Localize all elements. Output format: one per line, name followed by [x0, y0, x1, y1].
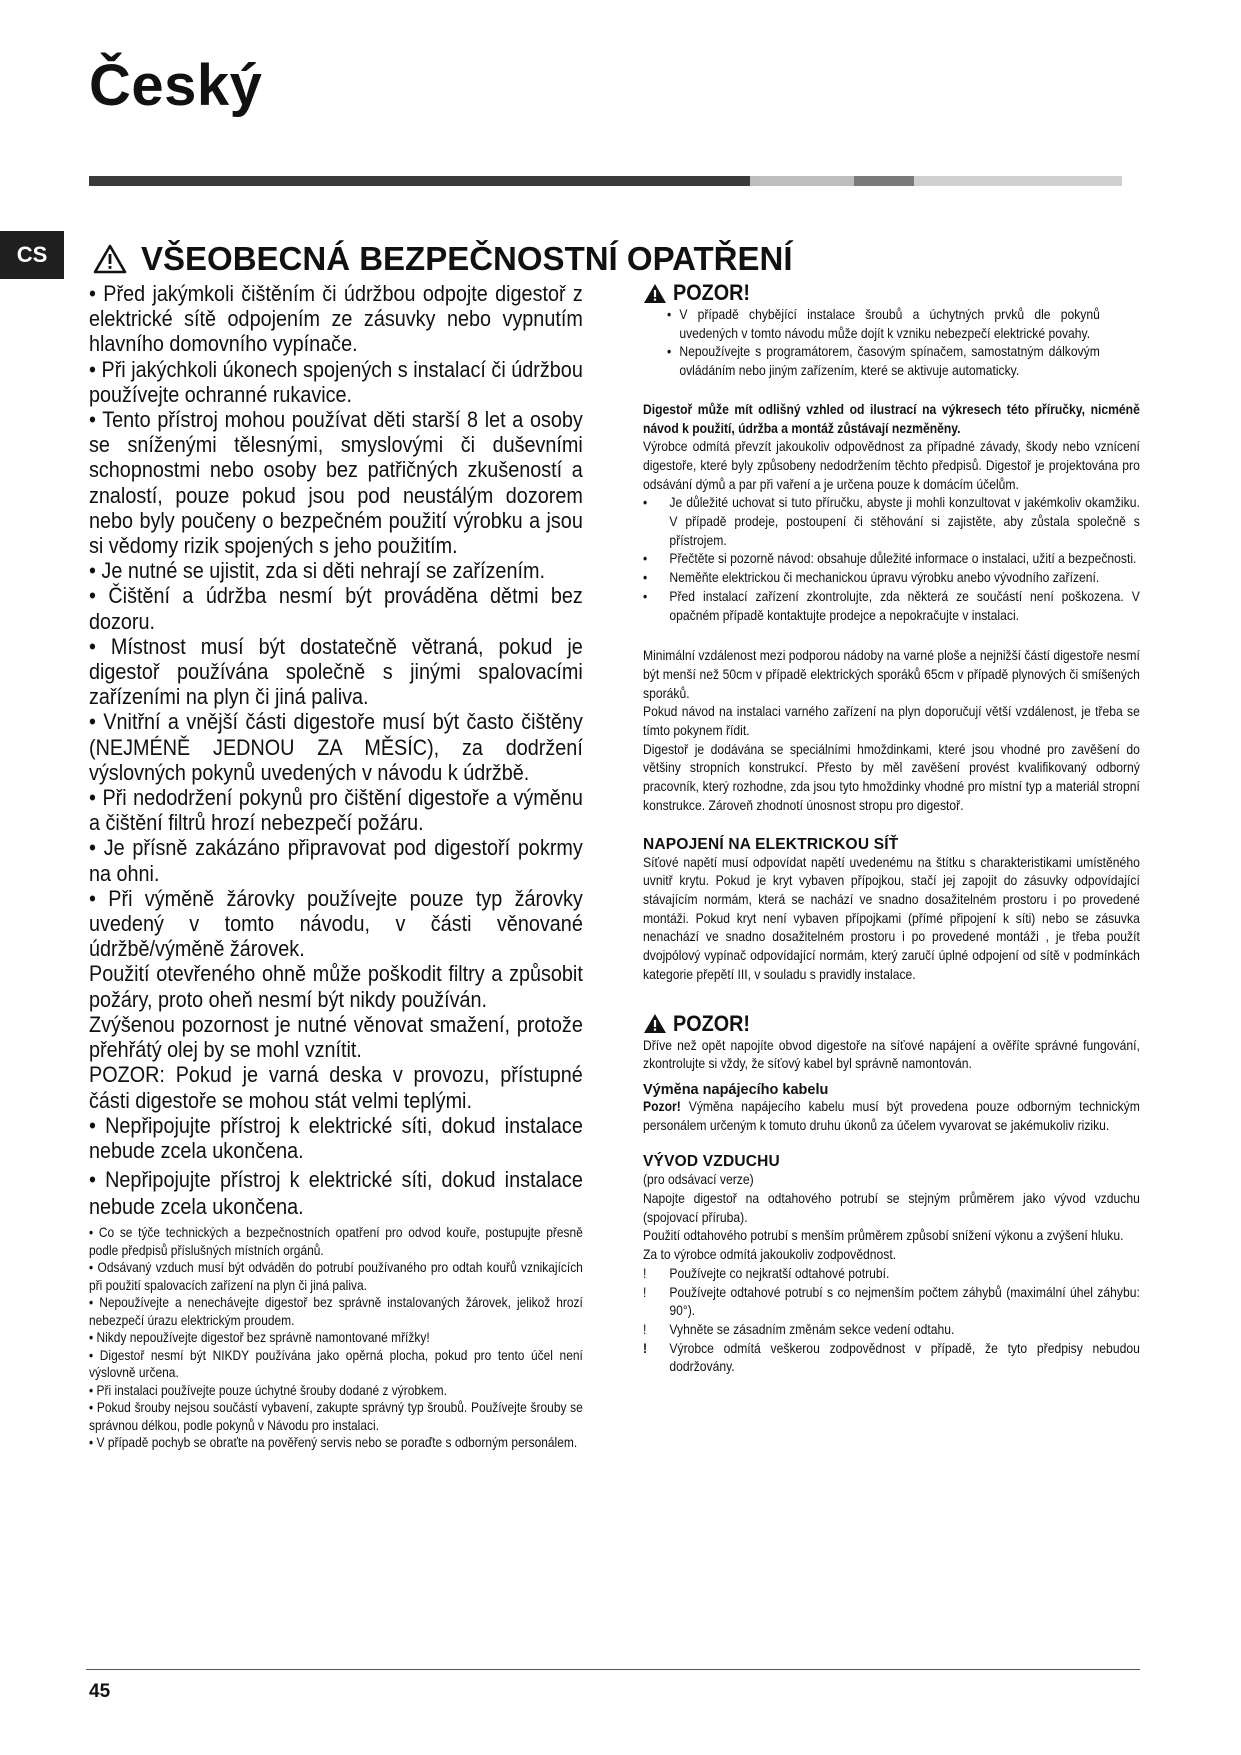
- air-subtitle: (pro odsávací verze): [643, 1172, 754, 1188]
- safety-item: • Nepřipojujte přístroj k elektrické síti, dokud instalace nebude zcela ukončena.: [89, 1167, 583, 1219]
- general-item: [643, 569, 1140, 588]
- pozor-item: [667, 343, 1100, 380]
- safety-item: • Při výměně žárovky používejte pouze typ žárovky uvedený v tomto návodu, v části věnované údržbě/výměně žárovek.: [89, 885, 583, 962]
- air-paragraph: Napojte digestoř na odtahového potrubí se stejným průměrem jako vývod vzduchu (spojovací příruba).: [643, 1191, 1140, 1225]
- air-item: [643, 1284, 1140, 1321]
- safety-item: • Místnost musí být dostatečně větraná, pokud je digestoř používána společně s jinými spalovacími zařízeními na plyn či jiná paliva.: [89, 633, 583, 710]
- safety-item: • Čištění a údržba nesmí být prováděna dětmi bez dozoru.: [89, 583, 583, 634]
- air-list: [643, 1265, 1140, 1377]
- warning-filled-icon: [643, 1013, 667, 1034]
- safety-note: • Nepoužívejte a nenechávejte digestoř bez správně instalovaných žárovek, jelikož hrozí nebezpečí úrazu elektrickým proudem.: [89, 1295, 583, 1328]
- page-number: 45: [89, 1681, 111, 1702]
- general-item-text: Před instalací zařízení zkontrolujte, zda některá ze součástí není poškozena. V opačném případě kontaktujte prodejce a nepokračujte v instalaci.: [669, 588, 1140, 623]
- safety-note: • Pokud šrouby nejsou součástí vybavení, zakupte správný typ šroubů. Používejte šrouby se správnou délkou, podle pokynů v Návodu pro instalaci.: [89, 1400, 583, 1433]
- safety-small-list: [89, 1224, 583, 1452]
- general-item: [643, 588, 1140, 625]
- safety-item: POZOR: Pokud je varná deska v provozu, přístupné části digestoře se mohou stát velmi teplými.: [89, 1062, 583, 1113]
- footer-divider: [86, 1669, 1140, 1670]
- section-title-text: VŠEOBECNÁ BEZPEČNOSTNÍ OPATŘENÍ: [141, 240, 793, 277]
- electrical-heading: NAPOJENÍ NA ELEKTRICKOU SÍŤ: [643, 835, 899, 853]
- section-title: [93, 240, 793, 278]
- right-column: [643, 280, 1140, 1377]
- general-item-text: Neměňte elektrickou či mechanickou úpravu výrobku anebo vývodního zařízení.: [669, 570, 1100, 586]
- air-item-text: Výrobce odmítá veškerou zodpovědnost v případě, že tyto předpisy nebudou dodržovány.: [669, 1340, 1140, 1375]
- header-bar-mid: [854, 176, 914, 186]
- general-item-text: Přečtěte si pozorně návod: obsahuje důležité informace o instalaci, užití a bezpečnosti.: [669, 551, 1137, 567]
- cable-heading: Výměna napájecího kabelu: [643, 1081, 829, 1098]
- cable-warning-label: Pozor!: [643, 1098, 681, 1114]
- pozor-heading: [643, 280, 1140, 306]
- safety-item: Zvýšenou pozornost je nutné věnovat smažení, protože přehřátý olej by se mohl vznítit.: [89, 1011, 583, 1063]
- header-bar-pale: [914, 176, 1122, 186]
- gas-paragraph: Pokud návod na instalaci varného zařízení na plyn doporučují větší vzdálenost, je třeba se tímto pokynem řídit.: [643, 704, 1140, 739]
- safety-item: • Při nedodržení pokynů pro čištění digestoře a výměnu a čištění filtrů hrozí nebezpečí požáru.: [89, 785, 583, 836]
- safety-item: • Vnitřní a vnější části digestoře musí být často čištěny (NEJMÉNĚ JEDNOU ZA MĚSÍC), za dodržení výslovných pokynů uvedených v návodu k údržbě.: [89, 709, 583, 785]
- header-bar-dark: [89, 176, 750, 186]
- left-column: [89, 281, 583, 1452]
- air-item: [643, 1265, 1140, 1284]
- air-item-text: Používejte odtahové potrubí s co nejmenším počtem záhybů (maximální úhel záhybu: 90°).: [669, 1284, 1140, 1319]
- safety-main-list: [89, 281, 583, 1220]
- air-heading: VÝVOD VZDUCHU: [643, 1153, 780, 1171]
- bullet-mark: •: [667, 344, 672, 360]
- bullet-mark: •: [643, 551, 648, 567]
- general-list: [643, 494, 1140, 625]
- safety-note: • V případě pochyb se obraťte na pověřený servis nebo se poraďte s odborným personálem.: [89, 1435, 578, 1451]
- air-item: [643, 1321, 1140, 1340]
- appearance-note: Digestoř může mít odlišný vzhled od ilustrací na výkresech této příručky, nicméně návod k použití, údržba a montáž zůstávají nezměněny.: [643, 401, 1140, 436]
- general-item: [643, 494, 1140, 550]
- electrical-paragraph: Síťové napětí musí odpovídat napětí uvedenému na štítku s charakteristikami umístěného uvnitř krytu. Pokud je kryt vybaven přípojkou, stačí jej zapojit do zásuvky odpovídající stávajícím normám, která se nachází ve snadno dosažitelném prostoru i po provedené montáži. Pokud kryt není vybaven přípojkami (přímé připojení k síti) nebo se zásuvka nenachází ve snadno dosažitelném prostoru i po provedené montáži , je třeba použít dvojpólový vypínač odpovídající normám, který zaručí úplné odpojení od sítě v podmínkách kategorie přepětí III, v souladu s pravidly instalace.: [643, 854, 1140, 982]
- safety-note: • Odsávaný vzduch musí být odváděn do potrubí používaného pro odtah kouřů vznikajících při použití spalovacích zařízení na plyn či jiná paliva.: [89, 1260, 583, 1293]
- safety-item: • Tento přístroj mohou používat děti starší 8 let a osoby se sníženými tělesnými, smyslovými či duševními schopnostmi nebo osoby bez patřičných zkušeností a znalostí, pouze pokud jsou pod neustálým dozorem nebo byly poučeny o bezpečném použití výrobku a jsou si vědomy rizik spojených s jeho použitím.: [89, 407, 583, 559]
- safety-item: Použití otevřeného ohně může poškodit filtry a způsobit požáry, proto oheň nesmí být nikdy používán.: [89, 961, 583, 1012]
- exclamation-mark: !: [643, 1284, 647, 1300]
- anchors-paragraph: Digestoř je dodávána se speciálními hmoždinkami, které jsou vhodné pro zavěšení do většiny stropních konstrukcí. Přesto by měl zavěšení provést kvalifikovaný odborný pracovník, který rozhodne, zda jsou tyto hmoždinky vhodné pro místní typ a materiál stropní konstrukce. Zároveň zhodnotí únosnost stropu pro digestoř.: [643, 741, 1140, 813]
- pozor-item-text: Nepoužívejte s programátorem, časovým spínačem, samostatným dálkovým ovládáním nebo jiným zařízením, které se aktivuje automaticky.: [679, 344, 1100, 379]
- safety-item: • Při jakýchkoli úkonech spojených s instalací či údržbou používejte ochranné rukavice.: [89, 356, 583, 407]
- reconnect-paragraph: Dříve než opět napojíte obvod digestoře na síťové napájení a ověříte správné fungování, zkontrolujte si vždy, že síťový kabel byl správně namontován.: [643, 1037, 1140, 1072]
- exclamation-mark: !: [643, 1340, 648, 1356]
- pozor-item: [667, 306, 1100, 343]
- safety-note: • Při instalaci používejte pouze úchytné šrouby dodané z výrobkem.: [89, 1382, 447, 1398]
- exclamation-mark: !: [643, 1321, 647, 1337]
- warning-filled-icon: [643, 283, 667, 304]
- general-item: [643, 550, 1140, 569]
- safety-item: • Před jakýmkoli čištěním či údržbou odpojte digestoř z elektrické sítě odpojením ze zásuvky nebo vypnutím hlavního domovního vypínače.: [89, 281, 583, 357]
- cable-paragraph: [643, 1098, 1140, 1135]
- warning-icon: [93, 244, 127, 274]
- liability-paragraph: Výrobce odmítá převzít jakoukoliv odpovědnost za případné závady, škody nebo vznícení digestoře, které byly způsobeny nedodržením těchto předpisů. Digestoř je projektována pro odsávání dýmů a par při vaření a je určena pouze k domácím účelům.: [643, 439, 1140, 492]
- cable-text: Výměna napájecího kabelu musí být provedena pouze odborným technickým personálem určeným k tomuto druhu úkonů za účelem vyvarovat se jakémukoliv riziku.: [643, 1098, 1140, 1133]
- pozor-list: [667, 306, 1140, 381]
- safety-note: • Co se týče technických a bezpečnostních opatření pro odvod kouře, postupujte přesně podle předpisů příslušných místních orgánů.: [89, 1225, 583, 1258]
- air-item-text: Vyhněte se zásadním změnám sekce vedení odtahu.: [669, 1321, 955, 1337]
- safety-item: • Je přísně zakázáno připravovat pod digestoří pokrmy na ohni.: [89, 835, 583, 886]
- pozor-heading-text: POZOR!: [673, 280, 751, 305]
- air-paragraph: Použití odtahového potrubí s menším průměrem způsobí snížení výkonu a zvýšení hluku.: [643, 1228, 1124, 1244]
- bullet-mark: •: [667, 307, 672, 322]
- pozor-item-text: V případě chybějící instalace šroubů a úchytných prvků dle pokynů uvedených v tomto návodu může dojít k vzniku nebezpečí elektrické povahy.: [679, 307, 1100, 341]
- air-item: [643, 1340, 1140, 1377]
- language-heading: Český: [89, 53, 263, 118]
- exclamation-mark: !: [643, 1265, 647, 1281]
- bullet-mark: •: [643, 588, 648, 604]
- distance-paragraph: Minimální vzdálenost mezi podporou nádoby na varné ploše a nejnižší částí digestoře nesmí být menší než 50cm v případě elektrických sporáků 65cm v případě plynových či smíšených sporáků.: [643, 648, 1140, 701]
- safety-item: • Nepřipojujte přístroj k elektrické síti, dokud instalace nebude zcela ukončena.: [89, 1112, 583, 1163]
- safety-note: • Nikdy nepoužívejte digestoř bez správně namontované mřížky!: [89, 1330, 430, 1346]
- header-bar-light: [750, 176, 854, 186]
- air-paragraph: Za to výrobce odmítá jakoukoliv zodpovědnost.: [643, 1247, 897, 1263]
- safety-item: • Je nutné se ujistit, zda si děti nehrají se zařízením.: [89, 558, 545, 584]
- air-item-text: Používejte co nejkratší odtahové potrubí.: [669, 1265, 890, 1281]
- safety-note: • Digestoř nesmí být NIKDY používána jako opěrná plocha, pokud pro tento účel není výslovně určena.: [89, 1347, 583, 1381]
- language-tab: CS: [0, 231, 64, 279]
- bullet-mark: •: [643, 495, 648, 511]
- general-item-text: Je důležité uchovat si tuto příručku, abyste ji mohli konzultovat v jakémkoliv okamžiku. V případě prodeje, postoupení či stěhování si zajistěte, aby zůstala společně s přístrojem.: [669, 495, 1140, 548]
- pozor-heading-2-text: POZOR!: [673, 1010, 751, 1036]
- pozor-heading-2: [643, 1011, 1140, 1037]
- bullet-mark: •: [643, 570, 648, 586]
